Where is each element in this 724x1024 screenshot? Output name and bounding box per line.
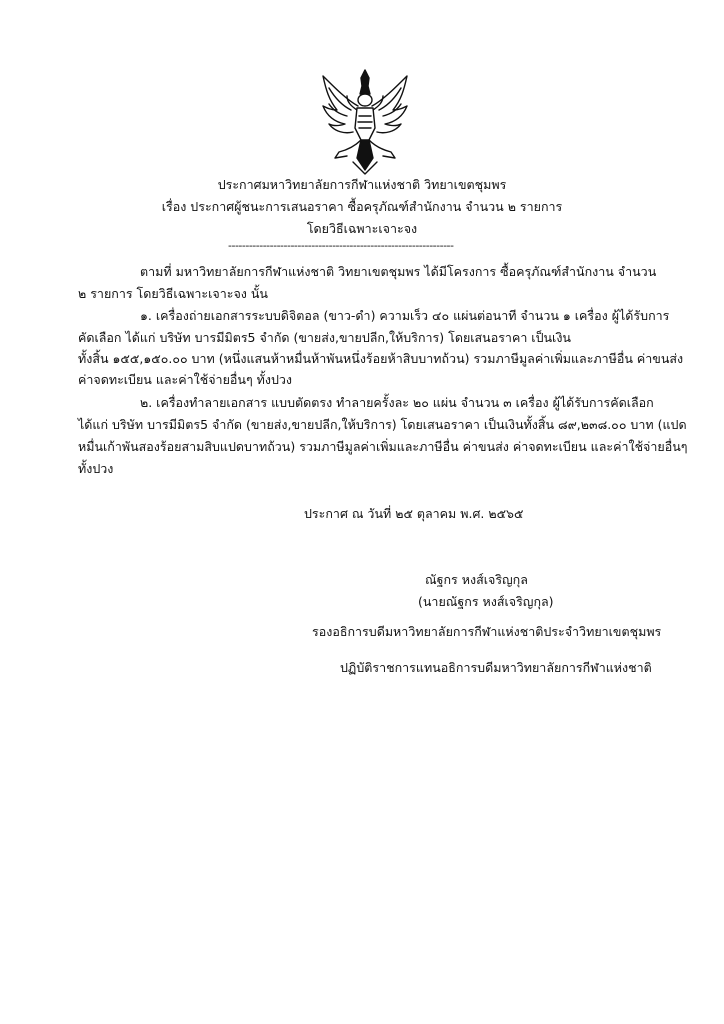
item2-line-4: ทั้งปวง xyxy=(78,461,114,476)
garuda-emblem-icon xyxy=(317,66,413,176)
item2-line-3: หมื่นเก้าพันสองร้อยสามสิบแปดบาทถ้วน) รวมภาษีมูลค่าเพิ่มและภาษีอื่น ค่าขนส่ง ค่าจดทะเบียน และค่าใช้จ่ายอื่นๆ xyxy=(78,439,688,454)
item2-line-2: ได้แก่ บริษัท บารมีมิตร5 จำกัด (ขายส่ง,ขายปลีก,ให้บริการ) โดยเสนอราคา เป็นเงินทั้งสิ้น ๘๙,๒๓๘.๐๐ บาท (แปด xyxy=(78,417,687,432)
intro-line-2: ๒ รายการ โดยวิธีเฉพาะเจาะจง นั้น xyxy=(78,286,268,301)
announcement-subject: เรื่อง ประกาศผู้ชนะการเสนอราคา ซื้อครุภัณฑ์สำนักงาน จำนวน ๒ รายการ xyxy=(161,199,563,214)
intro-line-1: ตามที่ มหาวิทยาลัยการกีฬาแห่งชาติ วิทยาเขตชุมพร ได้มีโครงการ ซื้อครุภัณฑ์สำนักงาน จำนวน xyxy=(140,264,657,279)
procurement-method: โดยวิธีเฉพาะเจาะจง xyxy=(306,221,418,236)
acting-on-behalf: ปฏิบัติราชการแทนอธิการบดีมหาวิทยาลัยการกีฬาแห่งชาติ xyxy=(340,660,652,675)
announcement-title: ประกาศมหาวิทยาลัยการกีฬาแห่งชาติ วิทยาเขตชุมพร xyxy=(217,177,507,192)
item2-line-1: ๒. เครื่องทำลายเอกสาร แบบตัดตรง ทำลายครั้งละ ๒๐ แผ่น จำนวน ๓ เครื่อง ผู้ได้รับการคัดเลือก xyxy=(140,395,654,410)
item1-line-4: ค่าจดทะเบียน และค่าใช้จ่ายอื่นๆ ทั้งปวง xyxy=(78,372,293,387)
item1-line-1: ๑. เครื่องถ่ายเอกสารระบบดิจิตอล (ขาว-ดำ) ความเร็ว ๔๐ แผ่นต่อนาที จำนวน ๑ เครื่อง ผู้ได้รับการ xyxy=(140,308,670,323)
signatory-position: รองอธิการบดีมหาวิทยาลัยการกีฬาแห่งชาติประจำวิทยาเขตชุมพร xyxy=(312,624,662,639)
announce-date: ประกาศ ณ วันที่ ๒๕ ตุลาคม พ.ศ. ๒๕๖๕ xyxy=(304,506,524,521)
signature-full-name: (นายณัฐกร หงส์เจริญกุล) xyxy=(418,594,554,609)
item1-line-3: ทั้งสิ้น ๑๕๕,๑๕๐.๐๐ บาท (หนึ่งแสนห้าหมื่นห้าพันหนึ่งร้อยห้าสิบบาทถ้วน) รวมภาษีมูลค่าเพิ่มและภาษีอื่น ค่าขนส่ง xyxy=(78,351,684,366)
item1-line-2: คัดเลือก ได้แก่ บริษัท บารมีมิตร5 จำกัด (ขายส่ง,ขายปลีก,ให้บริการ) โดยเสนอราคา เป็นเงิน xyxy=(78,330,571,345)
header-divider: ----------------------------------------------------------------- xyxy=(228,239,454,252)
signature-name: ณัฐกร หงส์เจริญกุล xyxy=(425,572,528,587)
